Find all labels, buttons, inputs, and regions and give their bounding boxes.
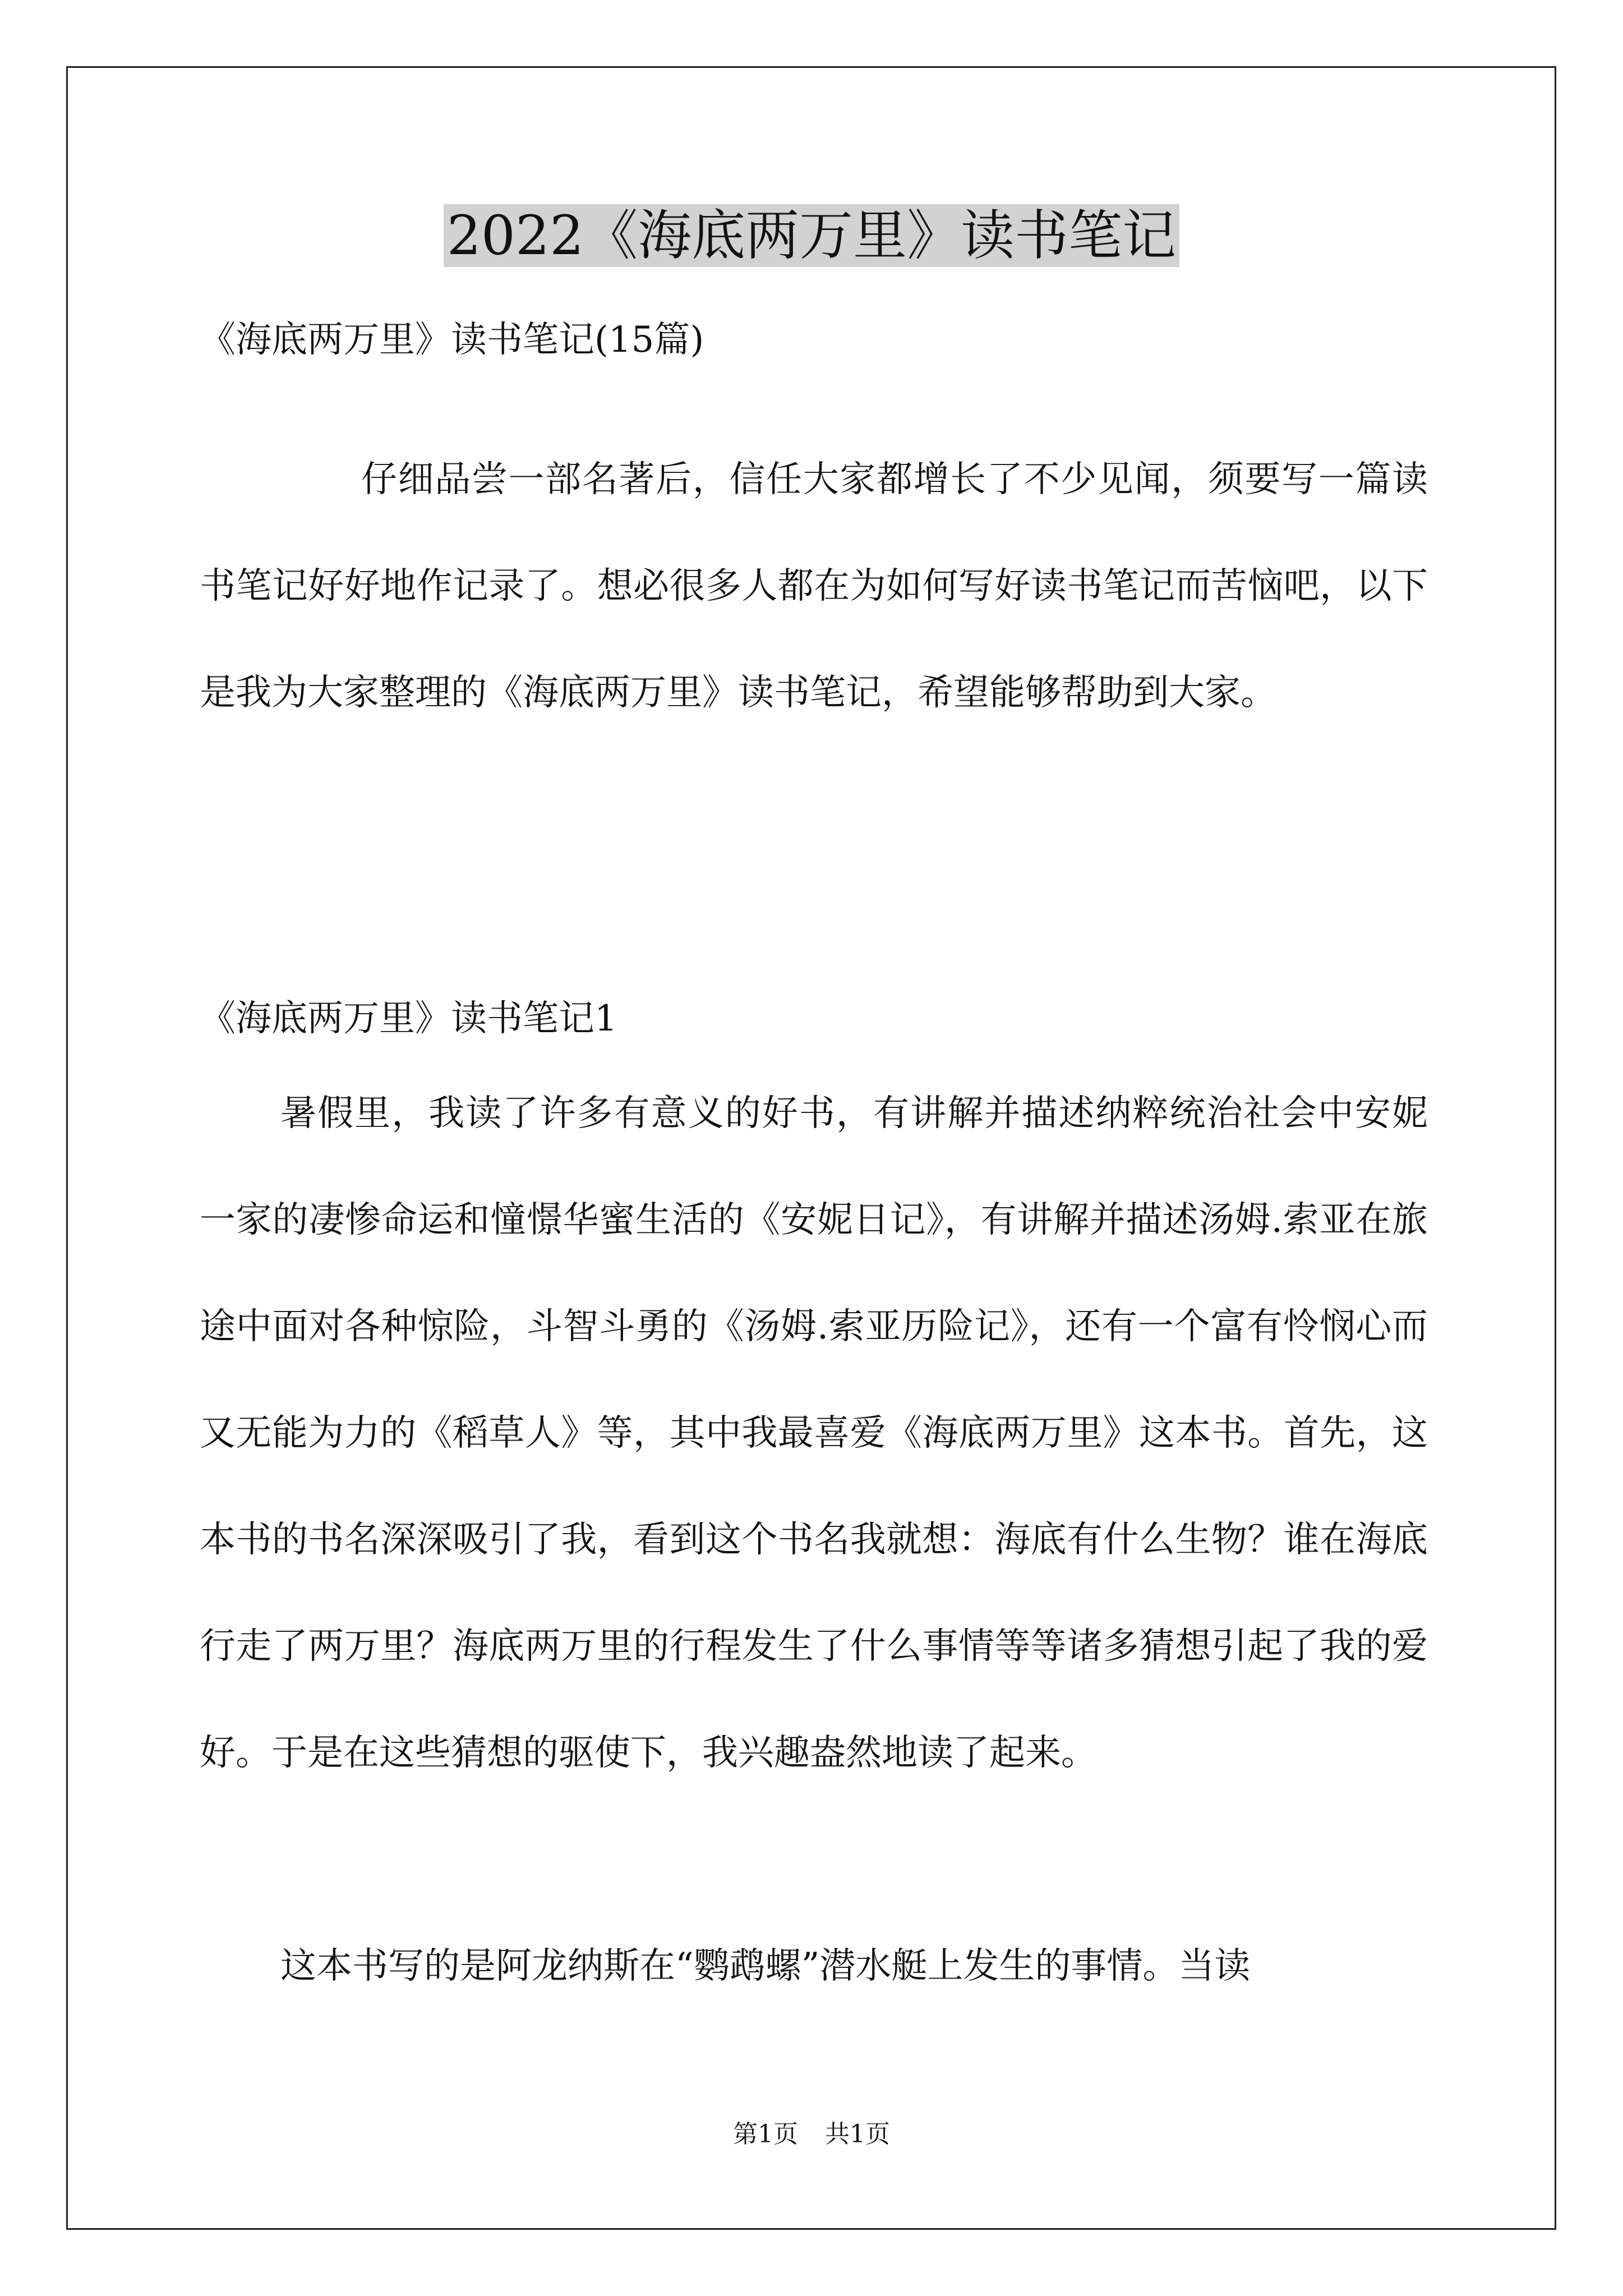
page-total: 共1页 (825, 2120, 890, 2148)
intro-paragraph: 仔细品尝一部名著后，信任大家都增长了不少见闻，须要写一篇读书笔记好好地作记录了。想必很多人都在为如何写好读书笔记而苦恼吧，以下是我为大家整理的《海底两万里》读书笔记，希望能够帮助到大家。 (200, 459, 1428, 714)
document-title (0, 199, 1623, 272)
page-number: 第1页 (733, 2120, 798, 2148)
section-heading: 《海底两万里》读书笔记1 (200, 998, 617, 1039)
body-paragraph-1: 暑假里，我读了许多有意义的好书，有讲解并描述纳粹统治社会中安妮一家的凄惨命运和憧憬华蜜生活的《安妮日记》，有讲解并描述汤姆.索亚在旅途中面对各种惊险，斗智斗勇的《汤姆.索亚历险记》，还有一个富有怜悯心而又无能为力的《稻草人》等，其中我最喜爱《海底两万里》这本书。首先，这本书的书名深深吸引了我，看到这个书名我就想：海底有什么生物？谁在海底行走了两万里？海底两万里的行程发生了什么事情等等诸多猜想引起了我的爱好。于是在这些猜想的驱使下，我兴趣盎然地读了起来。 (200, 1093, 1428, 1774)
page-footer (0, 2118, 1623, 2151)
body-paragraph-2: 这本书写的是阿龙纳斯在“鹦鹉螺”潜水艇上发生的事情。当读 (280, 1945, 1251, 1987)
document-title-text: 2022《海底两万里》读书笔记 (444, 204, 1179, 267)
document-subtitle: 《海底两万里》读书笔记(15篇) (200, 319, 704, 361)
